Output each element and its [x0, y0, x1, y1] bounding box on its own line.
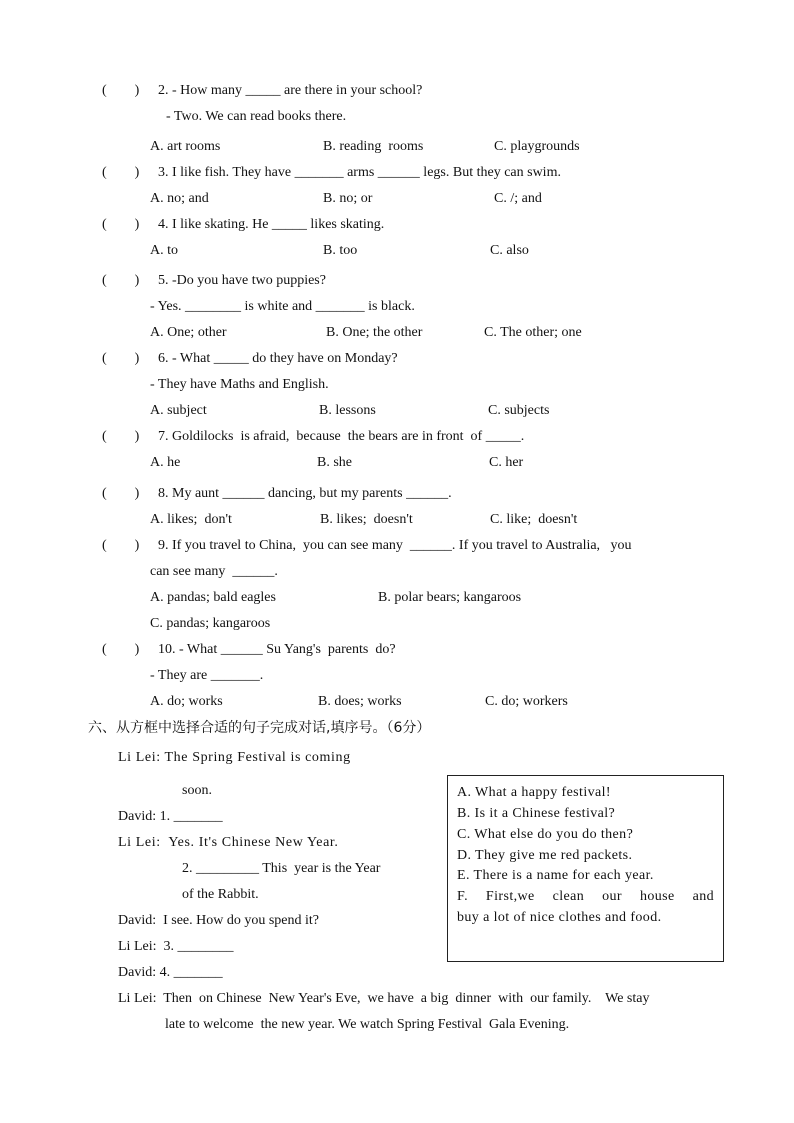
answer-bracket[interactable]: ( ): [102, 217, 140, 232]
option-b: B. does; works: [318, 694, 402, 709]
box-option: buy a lot of nice clothes and food.: [457, 910, 662, 925]
question-stem-line2: - Yes. ________ is white and _______ is black.: [150, 299, 415, 314]
answer-bracket[interactable]: ( ): [102, 83, 140, 98]
option-c: C. like; doesn't: [490, 512, 578, 527]
option-c: C. do; workers: [485, 694, 568, 709]
box-option: D. They give me red packets.: [457, 848, 633, 863]
option-a: A. do; works: [150, 694, 223, 709]
question-stem: 3. I like fish. They have _______ arms ______ legs. But they can swim.: [158, 165, 561, 180]
dialogue-line: soon.: [182, 783, 212, 798]
option-a: A. pandas; bald eagles: [150, 590, 276, 605]
question-stem-line2: - They are _______.: [150, 668, 264, 683]
answer-bracket[interactable]: ( ): [102, 642, 140, 657]
question-stem-line2: - Two. We can read books there.: [166, 109, 347, 124]
option-a: A. likes; don't: [150, 512, 232, 527]
option-c: C. The other; one: [484, 325, 582, 340]
dialogue-blank-4[interactable]: David: 4. _______: [118, 965, 223, 980]
option-a: A. to: [150, 243, 178, 258]
answer-bracket[interactable]: ( ): [102, 538, 140, 553]
option-a: A. art rooms: [150, 139, 221, 154]
option-c: C. also: [490, 243, 529, 258]
option-a: A. subject: [150, 403, 207, 418]
question-stem: 9. If you travel to China, you can see many ______. If you travel to Australia, you: [158, 538, 632, 553]
answer-bracket[interactable]: ( ): [102, 351, 140, 366]
option-b: B. polar bears; kangaroos: [378, 590, 522, 605]
option-b: B. she: [317, 455, 352, 470]
question-stem: 5. -Do you have two puppies?: [158, 273, 326, 288]
dialogue-line: Li Lei: Then on Chinese New Year's Eve, we have a big dinner with our family. We stay: [118, 991, 650, 1006]
question-stem: 10. - What ______ Su Yang's parents do?: [158, 642, 396, 657]
option-b: B. reading rooms: [323, 139, 424, 154]
dialogue-line: of the Rabbit.: [182, 887, 259, 902]
box-option: E. There is a name for each year.: [457, 868, 654, 883]
option-b: B. too: [323, 243, 358, 258]
option-b: B. One; the other: [326, 325, 423, 340]
question-stem: 8. My aunt ______ dancing, but my parents ______.: [158, 486, 452, 501]
question-stem: 4. I like skating. He _____ likes skating.: [158, 217, 385, 232]
question-stem-line2: - They have Maths and English.: [150, 377, 329, 392]
question-stem: 2. - How many _____ are there in your school?: [158, 83, 423, 98]
dialogue-line: Li Lei: The Spring Festival is coming: [118, 750, 351, 765]
option-a: A. no; and: [150, 191, 209, 206]
question-stem-line2: can see many ______.: [150, 564, 278, 579]
option-a: A. One; other: [150, 325, 227, 340]
question-stem: 7. Goldilocks is afraid, because the bears are in front of _____.: [158, 429, 525, 444]
option-b: B. likes; doesn't: [320, 512, 413, 527]
box-option: C. What else do you do then?: [457, 827, 634, 842]
option-c: C. her: [489, 455, 524, 470]
dialogue-blank-1[interactable]: David: 1. _______: [118, 809, 223, 824]
option-c: C. subjects: [488, 403, 550, 418]
option-c: C. pandas; kangaroos: [150, 616, 271, 631]
answer-bracket[interactable]: ( ): [102, 273, 140, 288]
option-a: A. he: [150, 455, 181, 470]
dialogue-blank-2[interactable]: 2. _________ This year is the Year: [182, 861, 381, 876]
option-c: C. playgrounds: [494, 139, 580, 154]
option-c: C. /; and: [494, 191, 542, 206]
answer-bracket[interactable]: ( ): [102, 486, 140, 501]
answer-bracket[interactable]: ( ): [102, 429, 140, 444]
box-option: A. What a happy festival!: [457, 785, 611, 800]
dialogue-line: late to welcome the new year. We watch Spring Festival Gala Evening.: [165, 1017, 570, 1032]
option-b: B. no; or: [323, 191, 373, 206]
dialogue-blank-3[interactable]: Li Lei: 3. ________: [118, 939, 234, 954]
section-title: 六、从方框中选择合适的句子完成对话,填序号。（6分）: [88, 720, 431, 736]
option-b: B. lessons: [319, 403, 376, 418]
box-option: F. First,we clean our house and: [457, 889, 714, 904]
question-stem: 6. - What _____ do they have on Monday?: [158, 351, 398, 366]
dialogue-line: Li Lei: Yes. It's Chinese New Year.: [118, 835, 339, 850]
box-option: B. Is it a Chinese festival?: [457, 806, 616, 821]
options-box: [447, 775, 724, 962]
dialogue-line: David: I see. How do you spend it?: [118, 913, 320, 928]
answer-bracket[interactable]: ( ): [102, 165, 140, 180]
